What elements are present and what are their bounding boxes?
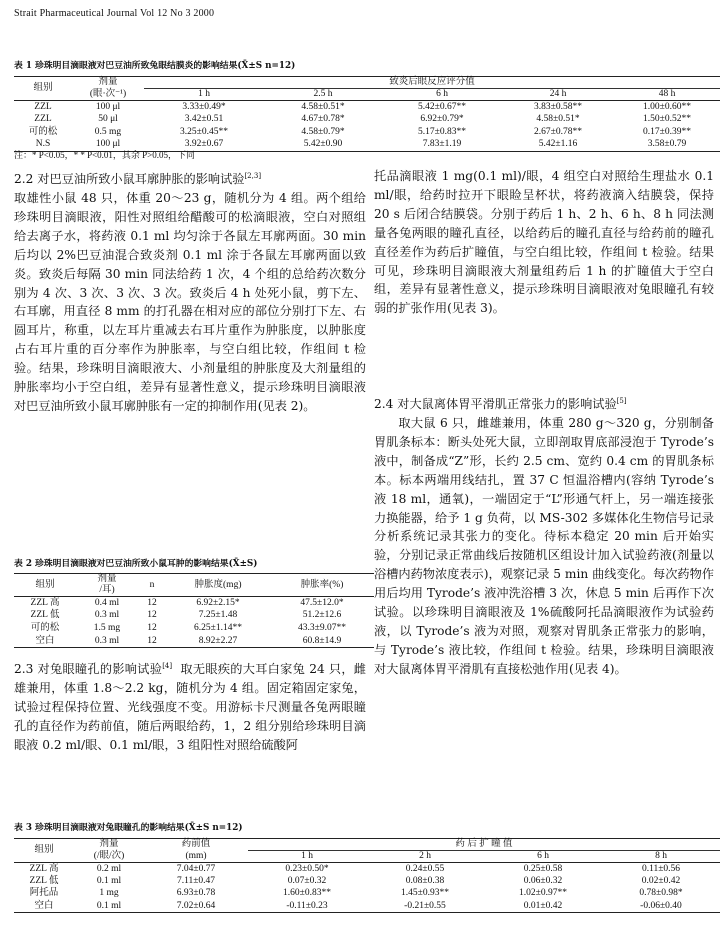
table1-caption: 表 1 珍珠明目滴眼液对巴豆油所致兔眼结膜炎的影响结果(X̄±S n=12) — [14, 61, 296, 71]
table-row — [14, 888, 720, 900]
t3-cell: 0.23±0.50* — [285, 863, 329, 874]
t1-cell: 3.58±0.79 — [614, 138, 720, 151]
table-row — [14, 126, 720, 138]
t2-n: 12 — [138, 635, 166, 648]
t1-header-group: 组别 — [14, 77, 72, 101]
t1-cell: 7.83±1.19 — [382, 138, 502, 151]
t1-cell: 2.67±0.78** — [534, 126, 582, 137]
table-row — [14, 622, 374, 635]
section-2-4-body: 取大鼠 6 只，雌雄兼用，体重 280 g～320 g，分别制备胃肌条标本：断头处死大鼠，立即剖取胃底部浸泡于 Tyrode’s 液中，制备成“Z”形，长约 2.5 cm、宽约 0.4 cm 的胃肌条标本。标本两端用线结扎，置 37 C 恒温浴槽内(容纳 Tyrode’s 液 18 ml，通氧)，一端固定于“L”形通气杆上，另一端连接张力换能器，给予 1 g 负荷，以 MS-302 多媒体化生物信号记录分析系统记录其张力的变化。待标本稳定 20 min 后开始实验，分别记录正常曲线后按随机区组设计加入试验药液(剂量以浴槽内药物浓度表示)，观察记录 5 min 曲线变化。每次药物作用后均用 Tyrode’s 液冲洗浴槽 3 次，休息 5 min 后再作下次试验。以珍珠明目滴眼液及 1%硫酸阿托品滴眼液作为试验药液，以 Tyrode’s 液为对照，观察对胃肌条正常张力的影响，与 Tyrode’s 液比较，作组间 t 检验。结果，珍珠明目滴眼液对大鼠离体胃平滑肌有直接松弛作用(见表 4)。 — [374, 415, 714, 676]
t2-dose: 1.5 mg — [93, 623, 121, 634]
t3-cell: 0.25±0.58 — [523, 863, 563, 874]
t2-header-swelling: 肿胀度(mg) — [166, 574, 270, 597]
t1-header-time: 24 h — [502, 89, 614, 101]
t1-header-time: 2.5 h — [264, 89, 382, 101]
t1-header-dose-1: 剂量 — [72, 77, 144, 89]
t2-header-rate: 肿胀率(%) — [270, 574, 374, 597]
t2-header-dose-1: 剂量 — [76, 574, 138, 586]
t1-dose: 100 μl — [95, 101, 121, 112]
t3-cell: 0.02±0.42 — [641, 875, 681, 886]
t3-header-dose-1: 剂量 — [74, 839, 144, 851]
t2-swelling: 6.25±1.14** — [194, 623, 242, 634]
t2-rate: 47.5±12.0* — [300, 597, 344, 608]
t1-header-score: 致炎后眼反应评分值 — [144, 77, 720, 89]
t1-cell: 3.42±0.51 — [184, 114, 224, 125]
t1-cell: 3.92±0.67 — [144, 138, 264, 151]
table-row — [14, 862, 720, 875]
t3-cell: 0.24±0.55 — [405, 863, 445, 874]
t3-pre: 7.11±0.47 — [176, 875, 216, 886]
t3-header-post: 药 后 扩 瞳 值 — [248, 839, 720, 851]
t2-dose: 0.3 ml — [94, 610, 120, 621]
t2-header-dose-2: /耳) — [76, 585, 138, 597]
t3-cell: 0.11±0.56 — [641, 863, 681, 874]
t3-pre: 6.93±0.78 — [176, 888, 216, 899]
t2-rate: 60.8±14.9 — [270, 635, 374, 648]
t2-header-group: 组别 — [14, 574, 76, 597]
t3-dose: 0.2 ml — [96, 863, 122, 874]
table-row — [14, 113, 720, 125]
t2-swelling: 7.25±1.48 — [198, 610, 238, 621]
t3-cell: 0.78±0.98* — [639, 888, 683, 899]
t3-header-group: 组别 — [14, 839, 74, 863]
section-2-3-continued — [374, 167, 714, 318]
t1-cell: 4.67±0.78* — [301, 114, 345, 125]
section-2-2-heading: 2.2 对巴豆油所致小鼠耳廓肿胀的影响试验 — [14, 172, 245, 187]
t2-group: ZZL 高 — [30, 597, 60, 608]
t1-dose: 0.5 mg — [94, 126, 122, 137]
t1-header-time: 1 h — [144, 89, 264, 101]
table1-note: 注：* P<0.05，* * P<0.01，其余 P>0.05，下同 — [14, 150, 195, 160]
t1-cell: 3.33±0.49* — [182, 101, 226, 112]
t2-group: 空白 — [14, 635, 76, 648]
t1-cell: 4.58±0.79* — [301, 126, 345, 137]
t1-cell: 5.42±1.16 — [502, 138, 614, 151]
table-row — [14, 610, 374, 623]
t3-header-dose-2: (/眼/次) — [74, 850, 144, 862]
t2-n: 12 — [147, 623, 157, 634]
section-2-4 — [374, 392, 714, 679]
section-2-2-ref: [2,3] — [244, 172, 262, 180]
t3-cell: -0.21±0.55 — [366, 900, 484, 913]
section-2-3-body: 取无眼疾的大耳白家兔 24 只，雌雄兼用，体重 1.8～2.2 kg，随机分为 4 组。固定箱固定家兔，试验过程保持位置、光线强度不变。用游标卡尺测量各兔两眼瞳孔的直径作为药前值，随后两眼给药，1，2 组分别给珍珠明目滴眼液 0.2 ml/眼、0.1 ml/眼，3 组阳性对照给硫酸阿 — [14, 662, 366, 752]
t1-cell: 6.92±0.79* — [420, 114, 464, 125]
section-2-3 — [14, 657, 366, 755]
t3-header-time: 2 h — [366, 850, 484, 862]
t1-cell: 1.00±0.60** — [643, 101, 691, 112]
t2-group: ZZL 低 — [30, 610, 60, 621]
t2-swelling: 6.92±2.15* — [196, 597, 240, 608]
section-2-4-heading: 2.4 对大鼠离体胃平滑肌正常张力的影响试验 — [374, 397, 617, 412]
t3-cell: 1.60±0.83** — [283, 888, 331, 899]
t3-group: ZZL 低 — [29, 875, 59, 886]
t1-header-time: 6 h — [382, 89, 502, 101]
t3-cell: 0.07±0.32 — [287, 875, 327, 886]
t2-dose: 0.4 ml — [94, 597, 120, 608]
table-row — [14, 101, 720, 114]
t3-cell: 1.45±0.93** — [401, 888, 449, 899]
running-head: Strait Pharmaceutical Journal Vol 12 No 3 2000 — [14, 8, 215, 19]
t1-group: 可的松 — [28, 126, 58, 137]
t3-header-time: 8 h — [602, 850, 720, 862]
table3-caption: 表 3 珍珠明目滴眼液对兔眼瞳孔的影响结果(X̄±S n=12) — [14, 823, 243, 833]
section-2-3-ref: [4] — [162, 662, 173, 670]
t1-dose: 50 μl — [98, 114, 118, 125]
t3-dose: 1 mg — [99, 888, 119, 899]
t1-group: N.S — [14, 138, 72, 151]
t3-header-time: 1 h — [248, 850, 366, 862]
t1-cell: 5.17±0.83** — [418, 126, 466, 137]
table1 — [14, 76, 720, 152]
t1-cell: 3.83±0.58** — [534, 101, 582, 112]
t3-group: ZZL 高 — [29, 863, 59, 874]
t3-header-time: 6 h — [484, 850, 602, 862]
t1-cell: 5.42±0.90 — [264, 138, 382, 151]
t2-rate: 43.3±9.07** — [298, 623, 346, 634]
t3-header-pre-2: (mm) — [144, 850, 248, 862]
t2-dose: 0.3 ml — [76, 635, 138, 648]
t1-cell: 4.58±0.51* — [301, 101, 345, 112]
t3-pre: 7.02±0.64 — [144, 900, 248, 913]
t1-cell: 1.50±0.52** — [643, 114, 691, 125]
t3-cell: 0.08±0.38 — [405, 875, 445, 886]
section-2-3-heading: 2.3 对兔眼瞳孔的影响试验 — [14, 662, 163, 677]
t1-cell: 0.17±0.39** — [643, 126, 691, 137]
table-row — [14, 900, 720, 913]
t3-header-pre-1: 药前值 — [144, 839, 248, 851]
t3-group: 阿托品 — [29, 888, 59, 899]
t3-group: 空白 — [14, 900, 74, 913]
t1-cell: 3.25±0.45** — [180, 126, 228, 137]
t3-pre: 7.04±0.77 — [176, 863, 216, 874]
t3-cell: -0.11±0.23 — [248, 900, 366, 913]
t3-dose: 0.1 ml — [96, 875, 122, 886]
t1-cell: 5.42±0.67** — [418, 101, 466, 112]
table-row — [14, 597, 374, 610]
t1-group: ZZL — [34, 114, 52, 125]
t2-group: 可的松 — [30, 623, 60, 634]
t3-cell: 0.06±0.32 — [523, 875, 563, 886]
section-2-3-continued-body: 托品滴眼液 1 mg(0.1 ml)/眼，4 组空白对照给生理盐水 0.1 ml/眼，给药时拉开下眼睑呈杯状，将药液滴入结膜袋，保持 20 s 后闭合结膜袋。分别于药后 1 h、2 h、6 h、8 h 同法测量各兔两眼的瞳孔直径，以给药后的瞳孔直径与给药前的瞳孔直径差作为药后扩瞳值，与空白组比较，作组间 t 检验。结果可见，珍珠明目滴眼液大剂量组药后 1 h 的扩瞳值大于空白组，差异有显著性意义，提示珍珠明目滴眼液对兔眼瞳孔有较弱的扩张作用(见表 3)。 — [374, 169, 714, 316]
t2-n: 12 — [147, 597, 157, 608]
table-row — [14, 875, 720, 887]
t2-rate: 51.2±12.6 — [302, 610, 342, 621]
t3-cell: 0.01±0.42 — [484, 900, 602, 913]
t1-dose: 100 μl — [72, 138, 144, 151]
t2-n: 12 — [147, 610, 157, 621]
section-2-4-ref: [5] — [616, 397, 627, 405]
table2 — [14, 573, 374, 648]
t1-group: ZZL — [34, 101, 52, 112]
t2-swelling: 8.92±2.27 — [166, 635, 270, 648]
section-2-2 — [14, 167, 366, 416]
t1-header-dose-2: (眼·次⁻¹) — [72, 89, 144, 101]
table3 — [14, 838, 720, 913]
t2-header-n: n — [138, 574, 166, 597]
t3-cell: -0.06±0.40 — [602, 900, 720, 913]
table-row — [14, 635, 374, 648]
t3-dose: 0.1 ml — [74, 900, 144, 913]
t1-cell: 4.58±0.51* — [536, 114, 580, 125]
t1-header-time: 48 h — [614, 89, 720, 101]
section-2-2-body: 取雄性小鼠 48 只，体重 20～23 g，随机分为 4 组。两个组给珍珠明目滴眼液，阳性对照组给醋酸可的松滴眼液，空白对照组给去离子水，将药液 0.1 ml 均匀涂于各鼠左耳廓两面。30 min 后均以 2%巴豆油混合致炎剂 0.1 ml 涂于各鼠左耳廓两面以致炎。致炎后每隔 30 min 同法给药 1 次，4 个组的总给药次数分别为 4 次、3 次、3 次、3 次。致炎后 4 h 处死小鼠，剪下左、右耳廓，用直径 8 mm 的打孔器在相对应的部位分别打下左、右圆耳片，称重，以左耳片重减去右耳片重作为肿胀度，以肿胀度占右耳片重的百分率作为肿胀率，与空白组比较，作组间 t 检验。结果，珍珠明目滴眼液大、小剂量组的肿胀度及大剂量组的肿胀率均小于空白组，差异有显著性意义，提示珍珠明目滴眼液对巴豆油所致小鼠耳廓肿胀有一定的抑制作用(见表 2)。 — [14, 190, 366, 413]
t3-cell: 1.02±0.97** — [519, 888, 567, 899]
table2-caption: 表 2 珍珠明目滴眼液对巴豆油所致小鼠耳肿的影响结果(X̄±S) — [14, 559, 258, 569]
